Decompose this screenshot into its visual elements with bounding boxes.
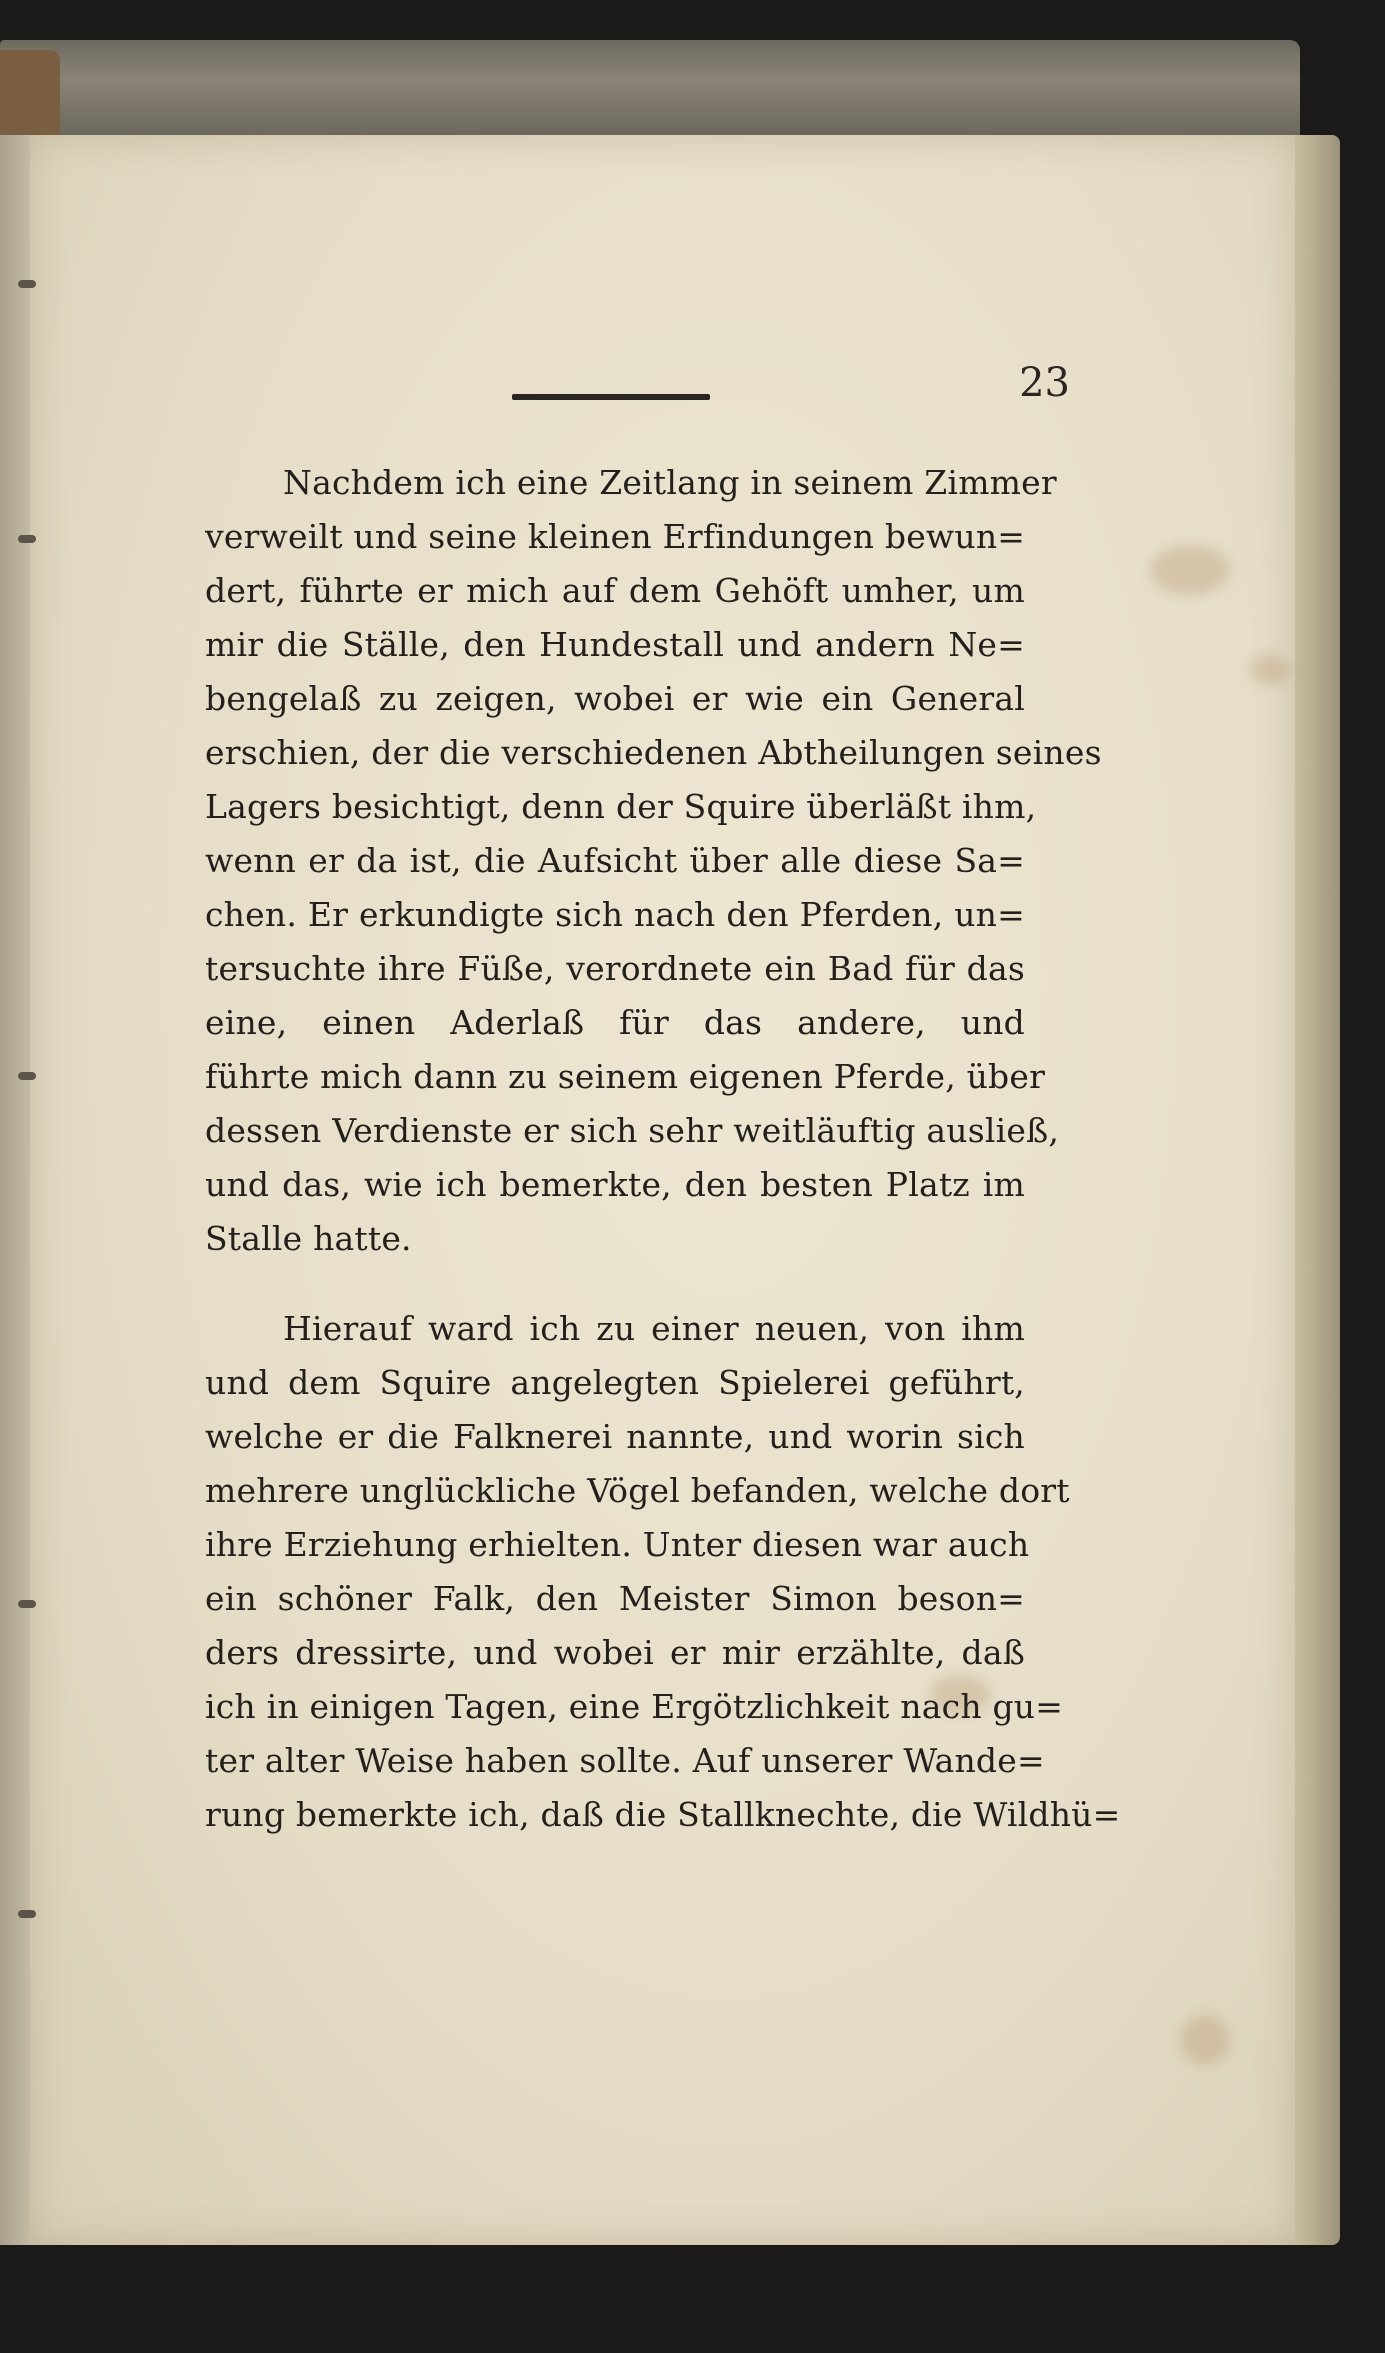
text-line: ders dressirte, und wobei er mir erzählte, daß: [205, 1633, 1025, 1672]
binding-mark: [18, 280, 36, 288]
text-line: und das, wie ich bemerkte, den besten Platz im: [205, 1165, 1025, 1204]
text-line: eine, einen Aderlaß für das andere, und: [205, 1003, 1025, 1042]
text-line: welche er die Falknerei nannte, und worin sich: [205, 1417, 1025, 1456]
book-spine-corner: [0, 50, 60, 140]
binding-mark: [18, 535, 36, 543]
binding-mark: [18, 1910, 36, 1918]
text-line: dessen Verdienste er sich sehr weitläuftig ausließ,: [205, 1111, 1060, 1150]
header-rule: [512, 394, 710, 400]
text-line: rung bemerkte ich, daß die Stallknechte, die Wildhü=: [205, 1795, 1121, 1834]
text-line: ein schöner Falk, den Meister Simon beson=: [205, 1579, 1025, 1618]
text-line: tersuchte ihre Füße, verordnete ein Bad für das: [205, 949, 1025, 988]
stain: [1250, 655, 1290, 685]
binding-mark: [18, 1600, 36, 1608]
text-line: mir die Ställe, den Hundestall und andern Ne=: [205, 625, 1025, 664]
text-line: ich in einigen Tagen, eine Ergötzlichkeit nach gu=: [205, 1687, 1064, 1726]
book-spine-top: [0, 40, 1300, 140]
text-line: dert, führte er mich auf dem Gehöft umher, um: [205, 571, 1025, 610]
text-line: mehrere unglückliche Vögel befanden, welche dort: [205, 1471, 1070, 1510]
text-line: Stalle hatte.: [205, 1219, 412, 1258]
page-number: 23: [1019, 360, 1070, 406]
text-line: erschien, der die verschiedenen Abtheilungen seines: [205, 733, 1102, 772]
binding-mark: [18, 1072, 36, 1080]
stain: [1150, 545, 1230, 595]
text-line: ihre Erziehung erhielten. Unter diesen war auch: [205, 1525, 1030, 1564]
stain: [1180, 2015, 1230, 2065]
text-line: führte mich dann zu seinem eigenen Pferde, über: [205, 1057, 1046, 1096]
text-line: Hierauf ward ich zu einer neuen, von ihm: [283, 1309, 1025, 1348]
text-line: und dem Squire angelegten Spielerei geführt,: [205, 1363, 1025, 1402]
text-line: wenn er da ist, die Aufsicht über alle diese Sa=: [205, 841, 1025, 880]
text-line: Nachdem ich eine Zeitlang in seinem Zimmer: [283, 463, 1057, 502]
text-line: Lagers besichtigt, denn der Squire überläßt ihm,: [205, 787, 1037, 826]
text-line: chen. Er erkundigte sich nach den Pferden, un=: [205, 895, 1025, 934]
text-line: verweilt und seine kleinen Erfindungen bewun=: [205, 517, 1026, 556]
text-line: ter alter Weise haben sollte. Auf unserer Wande=: [205, 1741, 1045, 1780]
text-line: bengelaß zu zeigen, wobei er wie ein General: [205, 679, 1025, 718]
